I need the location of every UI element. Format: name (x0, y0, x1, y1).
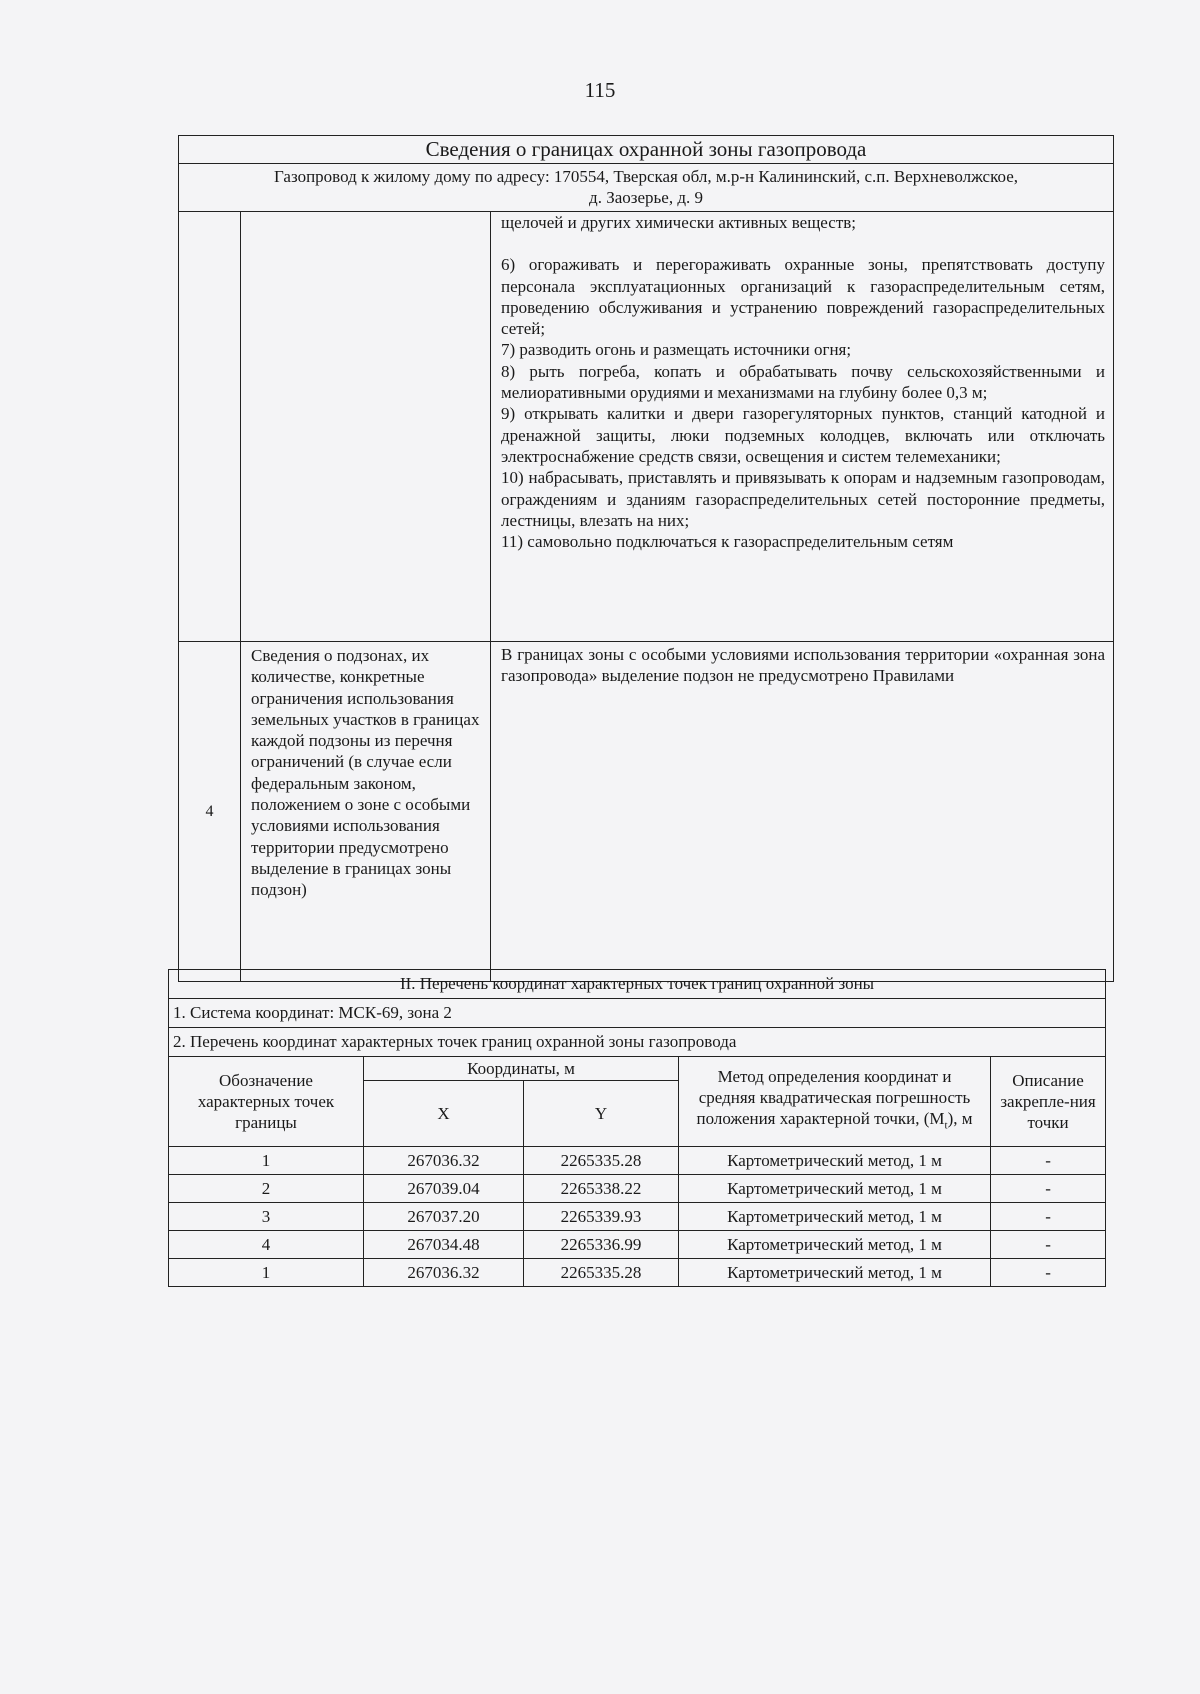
cell-fixing: - (991, 1175, 1106, 1203)
header-coordinates: Координаты, м (364, 1057, 679, 1081)
header-method-subscript: t (944, 1119, 948, 1132)
cell-point: 4 (169, 1231, 364, 1259)
address-line-2: д. Заозерье, д. 9 (589, 188, 703, 207)
prohibition-item: 11) самовольно подключаться к газораспределительным сетям (501, 532, 954, 552)
empty-label-cell (241, 212, 491, 642)
cell-point: 1 (169, 1259, 364, 1287)
subzone-row (179, 642, 1114, 982)
table-title: Сведения о границах охранной зоны газопровода (179, 136, 1114, 164)
empty-number-cell (179, 212, 241, 642)
prohibition-item: 8) рыть погреба, копать и обрабатывать почву сельскохозяйственными и мелиоративными орудиями и механизмами на глубину более 0,3 м; (501, 361, 1106, 403)
cell-method: Картометрический метод, 1 м (679, 1175, 991, 1203)
header-point: Обозначение характерных точек границы (169, 1057, 364, 1147)
protection-zone-info-table (178, 135, 1114, 982)
cell-method: Картометрический метод, 1 м (679, 1147, 991, 1175)
prohibition-item: 7) разводить огонь и размещать источники огня; (501, 340, 852, 360)
cell-point: 3 (169, 1203, 364, 1231)
prohibition-item: 9) открывать калитки и двери газорегуляторных пунктов, станций катодной и дренажной защиты, люки подземных колодцев, включать или отключать электроснабжение средств связи, освещения и систем телемеханики; (501, 404, 1106, 466)
prohibition-item: 10) набрасывать, приставлять и привязывать к опорам и надземным газопроводам, ограждениям и зданиям газораспределительных сетей посторонние предметы, лестницы, влезать на них; (501, 468, 1106, 530)
cell-point: 1 (169, 1147, 364, 1175)
cell-y: 2265335.28 (524, 1147, 679, 1175)
coordinates-list-title: 2. Перечень координат характерных точек границ охранной зоны газопровода (169, 1028, 1106, 1057)
cell-fixing: - (991, 1259, 1106, 1287)
prohibition-item: щелочей и других химически активных веществ; (501, 213, 856, 232)
cell-x: 267036.32 (364, 1147, 524, 1175)
cell-y: 2265339.93 (524, 1203, 679, 1231)
cell-method: Картометрический метод, 1 м (679, 1203, 991, 1231)
table-row (169, 1175, 1106, 1203)
address-line-1: Газопровод к жилому дому по адресу: 170554, Тверская обл, м.р-н Калининский, с.п. Верхневолжское, (274, 167, 1018, 186)
cell-fixing: - (991, 1203, 1106, 1231)
header-fixing: Описание закрепле-ния точки (991, 1057, 1106, 1147)
coordinate-system: 1. Система координат: МСК-69, зона 2 (169, 999, 1106, 1028)
subzone-content: В границах зоны с особыми условиями использования территории «охранная зона газопровода» выделение подзон не предусмотрено Правилами (491, 642, 1114, 982)
header-x: X (364, 1081, 524, 1147)
cell-x: 267037.20 (364, 1203, 524, 1231)
cell-point: 2 (169, 1175, 364, 1203)
table-row (169, 1203, 1106, 1231)
cell-x: 267036.32 (364, 1259, 524, 1287)
header-method (679, 1057, 991, 1147)
cell-method: Картометрический метод, 1 м (679, 1259, 991, 1287)
cell-x: 267034.48 (364, 1231, 524, 1259)
cell-method: Картометрический метод, 1 м (679, 1231, 991, 1259)
subzone-label: Сведения о подзонах, их количестве, конкретные ограничения использования земельных участков в границах каждой подзоны из перечня ограничений (в случае если федеральным законом, положением о зоне с особыми условиями использования территории предусмотрено выделение в границах зоны подзон) (241, 642, 491, 982)
cell-fixing: - (991, 1231, 1106, 1259)
cell-fixing: - (991, 1147, 1106, 1175)
cell-y: 2265338.22 (524, 1175, 679, 1203)
prohibitions-row (179, 212, 1114, 642)
table-row (169, 1147, 1106, 1175)
cell-x: 267039.04 (364, 1175, 524, 1203)
row-number: 4 (179, 642, 241, 982)
table-row (169, 1231, 1106, 1259)
coordinates-table (168, 969, 1106, 1287)
page-number: 115 (584, 78, 616, 102)
coordinates-section-title: II. Перечень координат характерных точек границ охранной зоны (169, 970, 1106, 999)
header-method-text: Метод определения координат и средняя квадратическая погрешность положения характерной точки, (M (696, 1067, 971, 1129)
prohibitions-cell (491, 212, 1114, 642)
table-row (169, 1259, 1106, 1287)
cell-y: 2265336.99 (524, 1231, 679, 1259)
cell-y: 2265335.28 (524, 1259, 679, 1287)
header-method-unit: ), м (947, 1109, 973, 1129)
object-address (179, 164, 1114, 212)
coordinate-rows (169, 1147, 1106, 1287)
header-y: Y (524, 1081, 679, 1147)
prohibition-item: 6) огораживать и перегораживать охранные зоны, препятствовать доступу персонала эксплуатационных организаций к газораспределительным сетям, проведению обслуживания и устранению повреждений газораспределительных сетей; (501, 255, 1106, 339)
